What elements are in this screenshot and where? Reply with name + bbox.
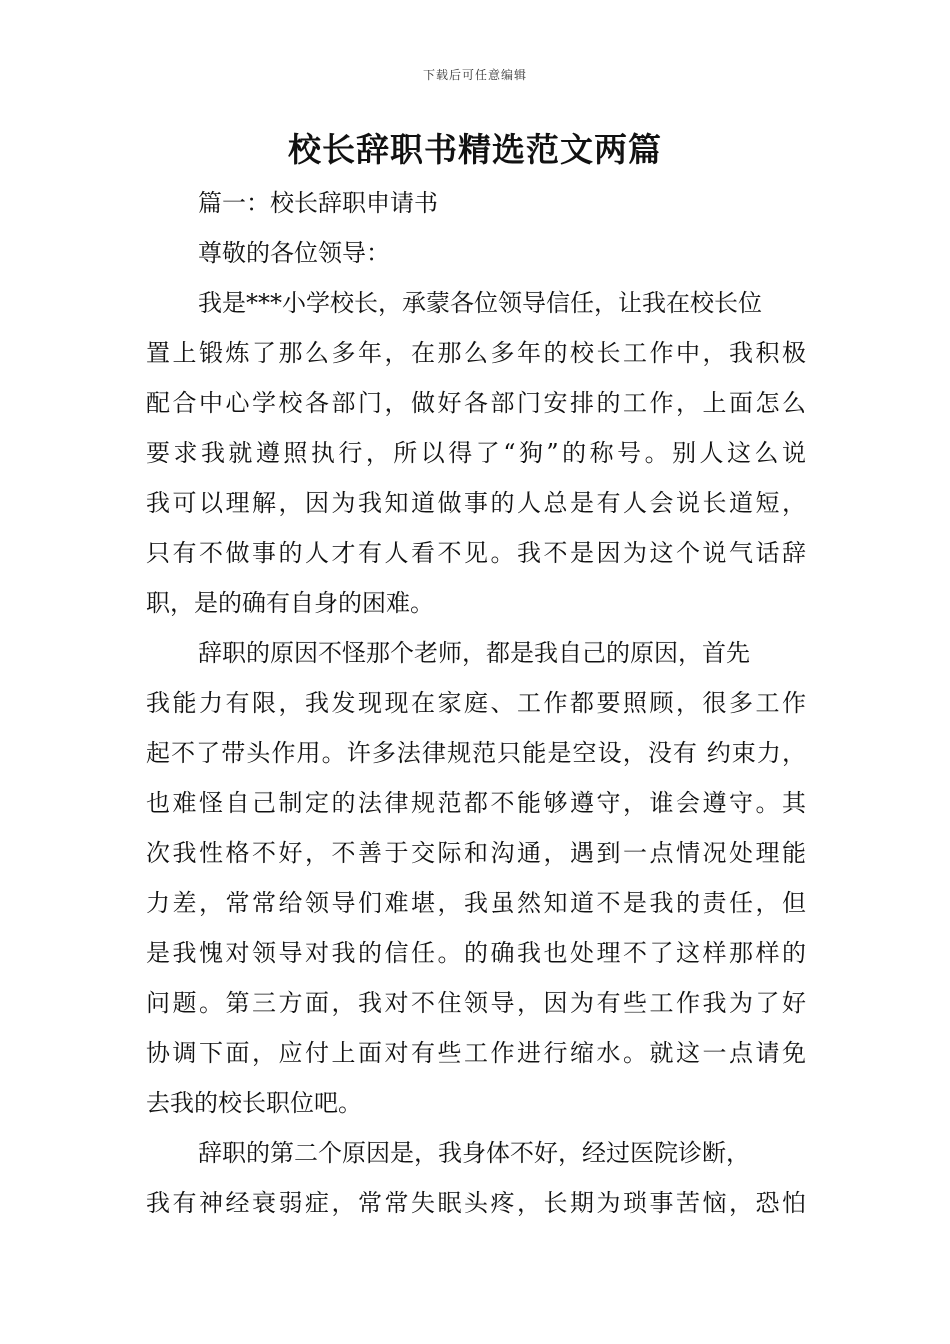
header-note: 下载后可任意编辑 bbox=[422, 68, 527, 82]
paragraph-line: 我是***小学校长，承蒙各位领导信任，让我在校长位 bbox=[198, 289, 762, 317]
paragraph-3 bbox=[146, 1128, 806, 1228]
paragraph-line: 置上锻炼了那么多年，在那么多年的校长工作中，我积极 bbox=[146, 339, 806, 367]
section-heading: 篇一：校长辞职申请书 bbox=[198, 189, 438, 217]
document-title: 校长辞职书精选范文两篇 bbox=[288, 130, 662, 169]
paragraph-2 bbox=[146, 628, 806, 1128]
paragraph-line: 是我愧对领导对我的信任。的确我也处理不了这样那样的 bbox=[146, 939, 806, 967]
paragraph-line: 我可以理解，因为我知道做事的人总是有人会说长道短， bbox=[146, 489, 806, 517]
paragraph-line: 也难怪自己制定的法律规范都不能够遵守，谁会遵守。其 bbox=[146, 789, 806, 817]
salutation: 尊敬的各位领导： bbox=[198, 239, 390, 267]
document-body bbox=[146, 178, 806, 1228]
paragraph-line: 起不了带头作用。许多法律规范只能是空设，没有 约束力， bbox=[146, 739, 806, 767]
paragraph-line: 协调下面，应付上面对有些工作进行缩水。就这一点请免 bbox=[146, 1039, 806, 1067]
paragraph-line: 辞职的第二个原因是，我身体不好，经过医院诊断， bbox=[198, 1139, 750, 1167]
paragraph-line: 我有神经衰弱症，常常失眠头疼，长期为琐事苦恼，恐怕 bbox=[146, 1189, 806, 1217]
paragraph-line: 力差，常常给领导们难堪，我虽然知道不是我的责任，但 bbox=[146, 889, 806, 917]
paragraph-line: 只有不做事的人才有人看不见。我不是因为这个说气话辞 bbox=[146, 539, 806, 567]
paragraph-line: 问题。第三方面，我对不住领导，因为有些工作我为了好 bbox=[146, 989, 806, 1017]
paragraph-line: 配合中心学校各部门，做好各部门安排的工作，上面怎么 bbox=[146, 389, 806, 417]
paragraph-1 bbox=[146, 278, 806, 628]
paragraph-line: 我能力有限，我发现现在家庭、工作都要照顾，很多工作 bbox=[146, 689, 806, 717]
paragraph-line: 去我的校长职位吧。 bbox=[146, 1089, 362, 1117]
paragraph-line: 职，是的确有自身的困难。 bbox=[146, 589, 434, 617]
paragraph-line: 次我性格不好，不善于交际和沟通，遇到一点情况处理能 bbox=[146, 839, 806, 867]
paragraph-line: 辞职的原因不怪那个老师，都是我自己的原因，首先 bbox=[198, 639, 750, 667]
paragraph-line: 要求我就遵照执行，所以得了“狗”的称号。别人这么说 bbox=[146, 439, 806, 467]
